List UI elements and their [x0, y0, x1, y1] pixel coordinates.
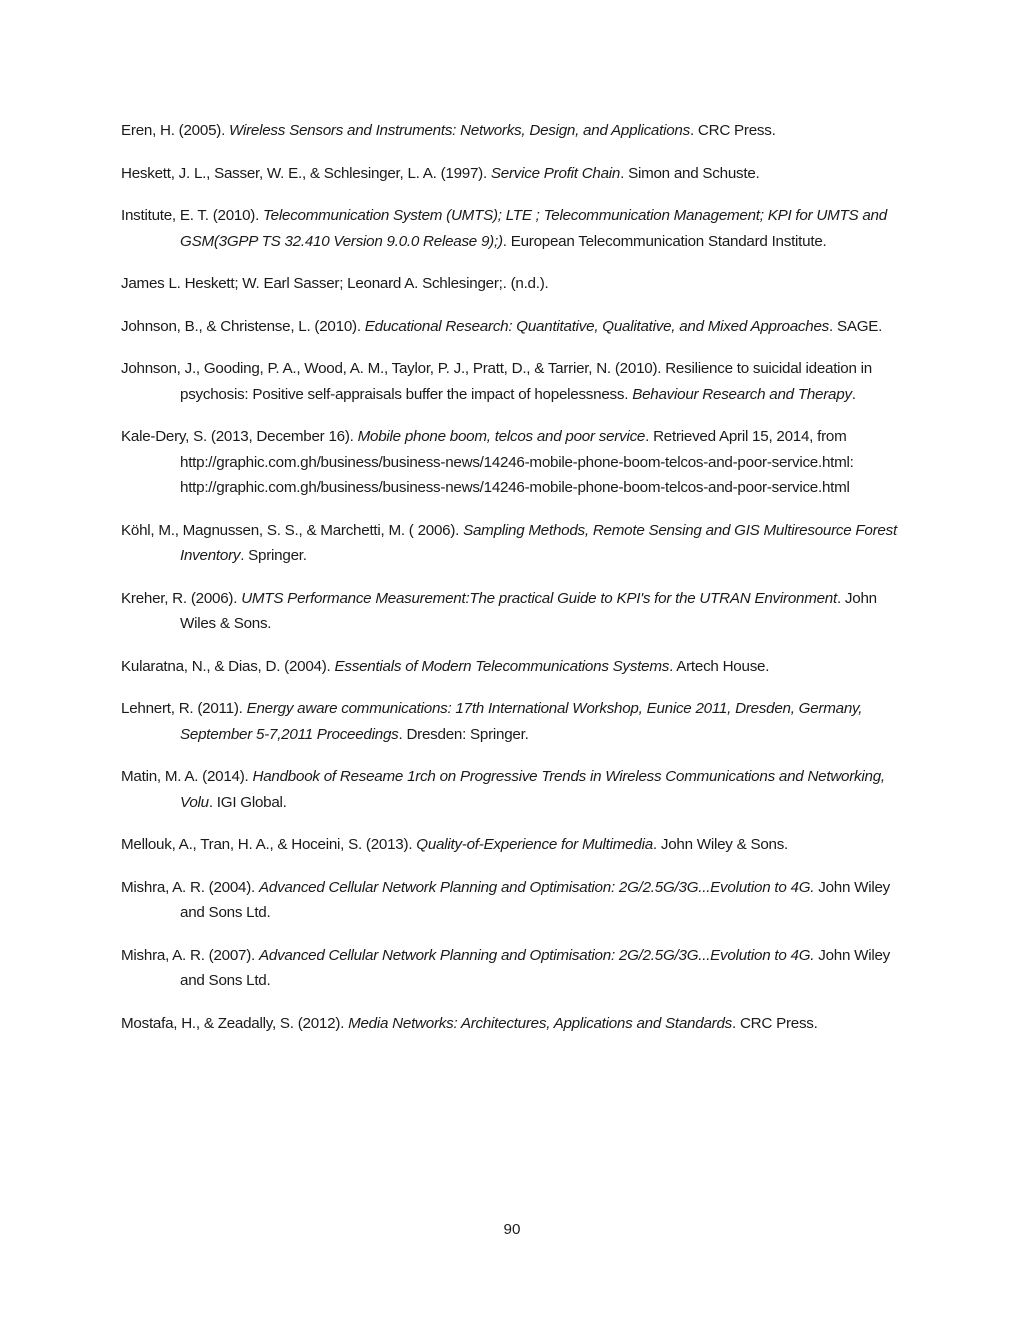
reference-entry: Köhl, M., Magnussen, S. S., & Marchetti, M. ( 2006). Sampling Methods, Remote Sensing and GIS Multiresource Forest Inventory. Springer.	[121, 521, 897, 564]
reference-entry: Kularatna, N., & Dias, D. (2004). Essentials of Modern Telecommunications Systems. Artech House.	[121, 657, 770, 675]
reference-entry: Institute, E. T. (2010). Telecommunication System (UMTS); LTE ; Telecommunication Management; KPI for UMTS and GSM(3GPP TS 32.410 Version 9.0.0 Release 9);). European Telecommunication Standard Institute.	[121, 207, 887, 250]
reference-entry: James L. Heskett; W. Earl Sasser; Leonard A. Schlesinger;. (n.d.).	[121, 275, 549, 292]
reference-entry: Kale-Dery, S. (2013, December 16). Mobile phone boom, telcos and poor service. Retrieved April 15, 2014, from http://graphic.com.gh/business/business-news/14246-mobile-phone-boom-telcos-and-poor-service.html: http://graphic.com.gh/business/business-news/14246-mobile-phone-boom-telcos-and-poor-service.html	[121, 428, 854, 496]
reference-entry: Lehnert, R. (2011). Energy aware communications: 17th International Workshop, Eunice 2011, Dresden, Germany, September 5-7,2011 Proceedings. Dresden: Springer.	[121, 700, 863, 743]
reference-entry: Mishra, A. R. (2007). Advanced Cellular Network Planning and Optimisation: 2G/2.5G/3G...Evolution to 4G. John Wiley and Sons Ltd.	[121, 946, 890, 989]
reference-list	[121, 118, 911, 1053]
page-number: 90	[503, 1221, 521, 1238]
reference-entry: Mostafa, H., & Zeadally, S. (2012). Media Networks: Architectures, Applications and Standards. CRC Press.	[121, 1014, 818, 1032]
reference-entry: Johnson, J., Gooding, P. A., Wood, A. M., Taylor, P. J., Pratt, D., & Tarrier, N. (2010). Resilience to suicidal ideation in psychosis: Positive self-appraisals buffer the impact of hopelessness. Behaviour Research and Therapy.	[121, 360, 872, 403]
reference-entry: Johnson, B., & Christense, L. (2010). Educational Research: Quantitative, Qualitative, and Mixed Approaches. SAGE.	[121, 317, 883, 335]
reference-entry: Heskett, J. L., Sasser, W. E., & Schlesinger, L. A. (1997). Service Profit Chain. Simon and Schuste.	[121, 164, 760, 182]
reference-entry: Mellouk, A., Tran, H. A., & Hoceini, S. (2013). Quality-of-Experience for Multimedia. John Wiley & Sons.	[121, 836, 789, 853]
reference-entry: Mishra, A. R. (2004). Advanced Cellular Network Planning and Optimisation: 2G/2.5G/3G...Evolution to 4G. John Wiley and Sons Ltd.	[121, 878, 890, 921]
reference-entry: Matin, M. A. (2014). Handbook of Reseame 1rch on Progressive Trends in Wireless Communications and Networking, Volu. IGI Global.	[121, 768, 885, 811]
reference-entry: Eren, H. (2005). Wireless Sensors and Instruments: Networks, Design, and Applications. CRC Press.	[121, 122, 776, 139]
reference-entry: Kreher, R. (2006). UMTS Performance Measurement:The practical Guide to KPI's for the UTRAN Environment. John Wiles & Sons.	[121, 589, 877, 632]
